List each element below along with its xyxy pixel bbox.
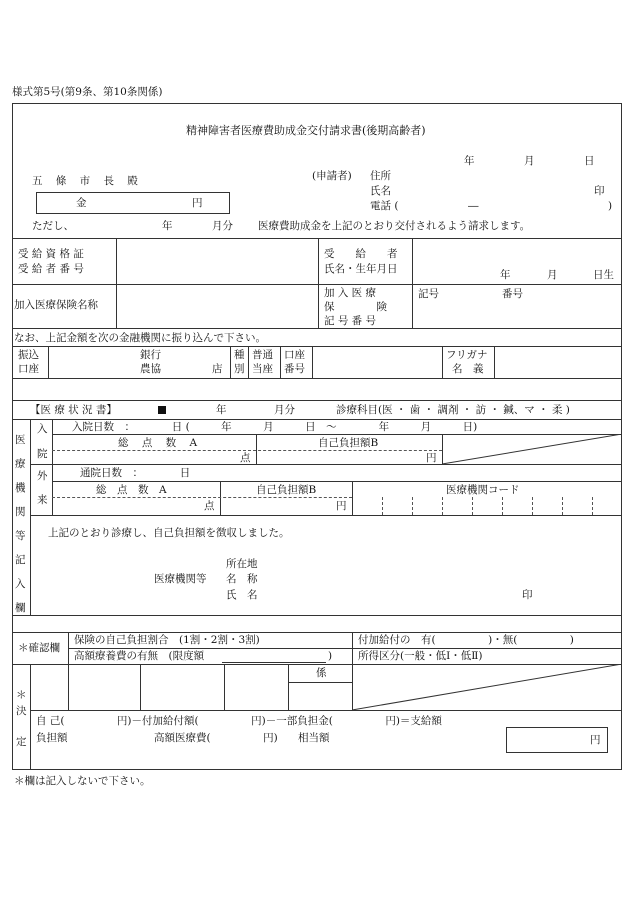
gairai-1: 外 (37, 470, 48, 482)
outpatient-en: 円 (336, 500, 347, 512)
dashed-line (442, 497, 443, 515)
underline (222, 662, 326, 663)
calc-line-2a: 負担額 (36, 732, 68, 744)
birth-month: 月 (547, 269, 558, 281)
side-char: 等 (15, 530, 26, 542)
facility-address-label: 所在地 (226, 558, 258, 570)
side-label-vertical (15, 428, 27, 620)
side-char: 関 (15, 506, 26, 518)
dashed-line (592, 497, 593, 515)
date-day: 日 (584, 155, 595, 167)
line (248, 346, 249, 378)
birth-year: 年 (500, 269, 511, 281)
bank-label: 銀行 (140, 349, 161, 361)
facility-code-label: 医療機関コード (446, 484, 520, 496)
confirm-additional-benefit: 付加給付の 有( )・無( ) (358, 634, 574, 646)
side-char: 医 (15, 434, 26, 446)
birth-day: 日生 (593, 269, 614, 281)
side-char: 欄 (15, 602, 26, 614)
request-text: 医療費助成金を上記のとおり交付されるよう請求します。 (258, 220, 531, 232)
inpatient-points-label: 総 点 数 A (118, 437, 203, 449)
ms-subjects: 診療科目(医 ・ 歯 ・ 調剤 ・ 訪 ・ 鍼、マ ・ 柔 ) (336, 404, 570, 416)
futsu-label: 普通 (252, 349, 273, 361)
phone-dash: ― (468, 200, 479, 212)
side-char: 入 (15, 578, 26, 590)
touza-label: 当座 (252, 363, 273, 375)
filled-square-icon (158, 406, 166, 414)
facility-name-label: 名 称 (226, 573, 258, 585)
line (68, 648, 622, 649)
account-holder-field[interactable] (495, 347, 621, 378)
line (12, 400, 622, 401)
side-char: 記 (15, 554, 26, 566)
phone-label: 電話 ( (370, 200, 399, 212)
outpatient-selfpay-label: 自己負担額B (256, 484, 317, 496)
amount-unit: 円 (192, 197, 203, 209)
confirm-high-cost-close: ) (328, 650, 333, 662)
gairai-2: 来 (37, 494, 48, 506)
bank-note: なお、上記金額を次の金融機関に振り込んで下さい。 (14, 332, 266, 344)
dashed-line (502, 497, 503, 515)
line (12, 419, 622, 420)
dashed-line (382, 497, 383, 515)
recipient-birth-label: 氏名・生年月日 (324, 263, 398, 275)
inpatient-selfpay-label: 自己負担額B (318, 437, 379, 449)
inpatient-ten: 点 (240, 452, 251, 464)
nokyo-label: 農協 (140, 363, 161, 375)
request-month: 月分 (212, 220, 233, 232)
branch-label: 店 (212, 363, 223, 375)
payment-en: 円 (590, 734, 601, 746)
certify-text: 上記のとおり診療し、自己負担額を徴収しました。 (48, 527, 290, 539)
line (12, 284, 622, 285)
kakari-label: 係 (316, 667, 327, 679)
recipient-cert-label: 受 給 資 格 証 (18, 248, 84, 260)
diagonal-strike (352, 664, 622, 710)
request-tadashi: ただし、 (32, 220, 74, 232)
inpatient-en: 円 (426, 452, 437, 464)
recipient-number-field[interactable] (117, 239, 318, 284)
inpatient-days: 入院日数 ： 日 ( 年 月 日 〜 年 月 日) (72, 421, 478, 433)
calc-line-2b: 高額医療費( 円) (154, 732, 278, 744)
ms-month: 月分 (274, 404, 295, 416)
phone-close: ) (608, 200, 613, 212)
furigana-label: フリガナ (446, 349, 488, 361)
meigi-label: 名 義 (452, 363, 484, 375)
line (140, 664, 141, 710)
confirm-high-cost: 高額療養費の有無 (限度額 (74, 650, 205, 662)
shubetsu-2: 別 (234, 363, 245, 375)
outpatient-days: 通院日数 ： 日 (80, 467, 191, 479)
line (30, 419, 31, 615)
line (12, 632, 622, 633)
line (224, 664, 225, 710)
dashed-line (562, 497, 563, 515)
confirm-income-class: 所得区分(一般・低Ⅰ・低Ⅱ) (358, 650, 483, 662)
ms-year: 年 (216, 404, 227, 416)
outpatient-points-label: 総 点 数 A (96, 484, 167, 496)
insurance-right-2: 保 険 (324, 301, 387, 313)
ketsu-3: 定 (16, 736, 27, 748)
line (52, 481, 622, 482)
line (280, 346, 281, 378)
confirm-copay-ratio: 保険の自己負担割合 (1割・2割・3割) (74, 634, 260, 646)
calc-line-1: 自 己( 円)－付加給付額( 円)－一部負担金( 円)＝支給額 (36, 715, 442, 727)
address-label: 住所 (370, 170, 391, 182)
line (230, 346, 231, 378)
line (288, 682, 352, 683)
applicant-label: (申請者) (312, 170, 352, 182)
insurance-name-label: 加入医療保険名称 (14, 299, 98, 311)
insurance-right-3: 記 号 番 号 (324, 315, 377, 327)
calc-line-2c: 相当額 (298, 732, 330, 744)
form-title: 精神障害者医療費助成金交付請求書(後期高齢者) (186, 124, 426, 137)
facility-label: 医療機関等 (154, 573, 207, 585)
line (412, 238, 413, 328)
shubetsu-1: 種 (234, 349, 245, 361)
addressee: 五 條 市 長 殿 (32, 175, 143, 187)
outpatient-ten: 点 (204, 500, 215, 512)
line (30, 664, 31, 770)
line (318, 238, 319, 328)
line (12, 378, 622, 379)
date-month: 月 (524, 155, 535, 167)
medical-status-title: 【医 療 状 況 書】 (30, 404, 117, 416)
line (12, 328, 622, 329)
furikomi-1: 振込 (18, 349, 39, 361)
footer-note: ＊欄は記入しないで下さい。 (14, 775, 151, 787)
account-number-field[interactable] (313, 347, 442, 378)
side-char: 機 (15, 482, 26, 494)
kouza-1: 口座 (284, 349, 305, 361)
facility-seal: 印 (522, 589, 533, 601)
line (256, 434, 257, 464)
line (30, 515, 622, 516)
line (352, 481, 353, 515)
recipient-number-label: 受 給 者 番 号 (18, 263, 84, 275)
insurance-bangou: 番号 (502, 288, 523, 300)
kouza-2: 番号 (284, 363, 305, 375)
name-label: 氏名 (370, 185, 391, 197)
amount-label: 金 (76, 197, 87, 209)
facility-person-label: 氏 名 (226, 589, 258, 601)
confirm-label: ＊確認欄 (18, 642, 60, 654)
line (442, 346, 443, 378)
ketsu-2: 決 (16, 705, 27, 717)
dashed-line (52, 497, 352, 498)
line (288, 664, 289, 710)
line (48, 346, 49, 378)
dashed-line (412, 497, 413, 515)
dashed-line (472, 497, 473, 515)
diagonal-strike (442, 434, 622, 464)
line (12, 615, 622, 616)
seal-mark: 印 (594, 185, 605, 197)
line (220, 481, 221, 515)
nyuin-2: 院 (37, 448, 48, 460)
line (30, 464, 622, 465)
furikomi-2: 口座 (18, 363, 39, 375)
form-number: 様式第5号(第9条、第10条関係) (12, 86, 163, 98)
date-year: 年 (464, 155, 475, 167)
recipient-name-label: 受 給 者 (324, 248, 398, 260)
dashed-line (52, 450, 442, 451)
request-year: 年 (162, 220, 173, 232)
insurance-right-1: 加 入 医 療 (324, 287, 377, 299)
insurance-kigou: 記号 (418, 288, 439, 300)
line (68, 664, 69, 710)
nyuin-1: 入 (37, 423, 48, 435)
ketsu-1: ＊ (16, 689, 27, 701)
line (30, 710, 622, 711)
side-char: 療 (15, 458, 26, 470)
dashed-line (532, 497, 533, 515)
